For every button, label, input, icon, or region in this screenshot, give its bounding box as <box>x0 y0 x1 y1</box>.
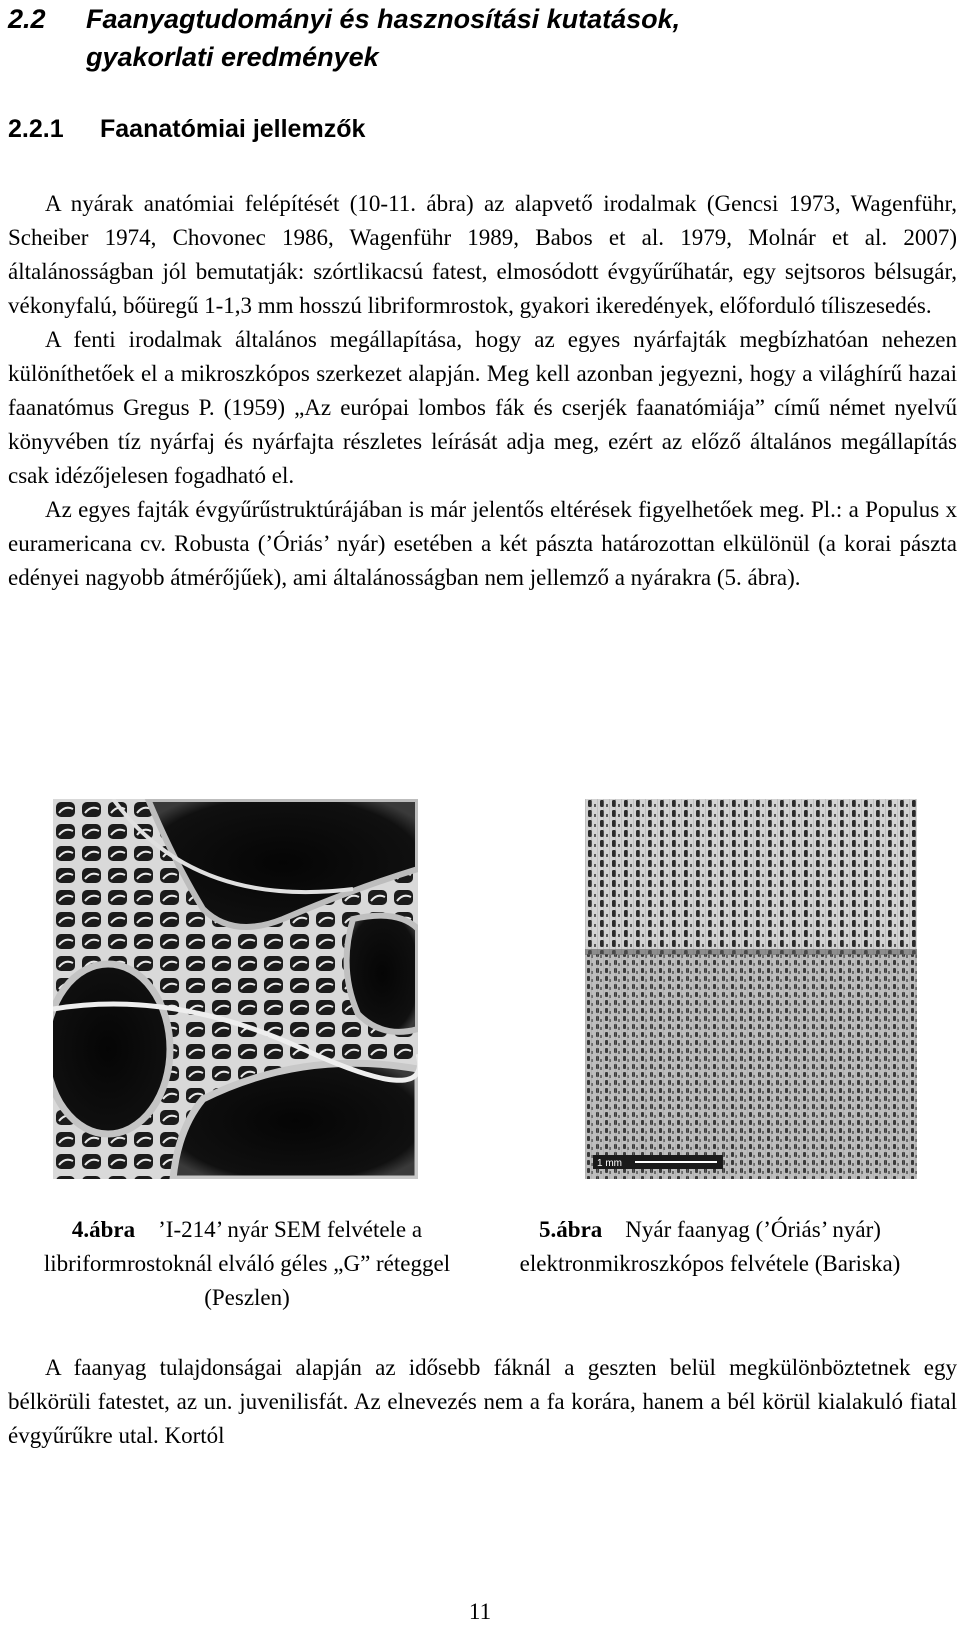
figure-5-label: 5.ábra <box>539 1217 603 1242</box>
figure-4-caption <box>12 1213 482 1315</box>
figure-5-caption <box>510 1213 910 1281</box>
section-title-line2: gyakorlati eredmények <box>86 42 379 72</box>
paragraph: A faanyag tulajdonságai alapján az idősebb fáknál a geszten belül megkülönböztetnek egy bélkörüli fatestet, az un. juvenilisfát. Az elnevezés nem a fa korára, hanem a bél körül kialakuló fiatal évgyűrűkre utal. Kortól <box>8 1355 957 1448</box>
body-text <box>8 187 957 595</box>
section-number: 2.2 <box>8 4 46 34</box>
figure-4-label: 4.ábra <box>71 1217 136 1242</box>
sem-micrograph <box>53 799 418 1179</box>
figure-4-caption-text: ’I-214’ nyár SEM felvétele a libriformrostoknál elváló géles „G” réteggel (Peszlen) <box>43 1217 451 1310</box>
scale-bar <box>635 1161 717 1163</box>
page-number: 11 <box>468 1599 492 1624</box>
subsection-title: Faanatómiai jellemzők <box>100 115 366 143</box>
paragraph: Az egyes fajták évgyűrűstruktúrájában is már jelentős eltérések figyelhetőek meg. Pl.: a Populus x euramericana cv. Robusta (’Óriás’ nyár) esetében a két pászta határozottan elkülönül (a korai pászta edényei nagyobb átmérőjűek), ami általánosságban nem jellemző a nyárakra (5. ábra). <box>8 497 957 590</box>
figure-5-image <box>585 799 917 1179</box>
figure-5-caption-text: Nyár faanyag (’Óriás’ nyár) elektronmikroszkópos felvétele (Bariska) <box>519 1217 901 1276</box>
section-title-line1: Faanyagtudományi és hasznosítási kutatások, <box>86 4 681 34</box>
subsection-heading <box>8 112 366 146</box>
closing-text <box>8 1351 957 1453</box>
wood-micrograph <box>585 799 917 1179</box>
paragraph: A fenti irodalmak általános megállapítása, hogy az egyes nyárfajták megbízhatóan nehezen különíthetőek el a mikroszkópos szerkezet alapján. Meg kell azonban jegyezni, hogy a világhírű hazai faanatómus Gregus P. (1959) „Az európai lombos fák és cserjék faanatómiája” című német nyelvű könyvében tíz nyárfaj és nyárfajta részletes leírását adja meg, ezért az előző általános megállapítás csak idézőjelesen fogadható el. <box>8 327 957 488</box>
scale-bar-label: 1 mm <box>597 1158 622 1169</box>
subsection-number: 2.2.1 <box>8 115 64 143</box>
paragraph: A nyárak anatómiai felépítését (10-11. ábra) az alapvető irodalmak (Gencsi 1973, Wagenführ, Scheiber 1974, Chovonec 1986, Wagenführ 1989, Babos et al. 1979, Molnár et al. 2007) általánosságban jól bemutatják: szórtlikacsú fatest, elmosódott évgyűrűhatár, egy sejtsoros bélsugár, vékonyfalú, bőüregű 1-1,3 mm hosszú libriformrostok, gyakori ikeredények, előforduló tíliszesedés. <box>8 191 957 318</box>
figure-4-image <box>53 799 418 1179</box>
